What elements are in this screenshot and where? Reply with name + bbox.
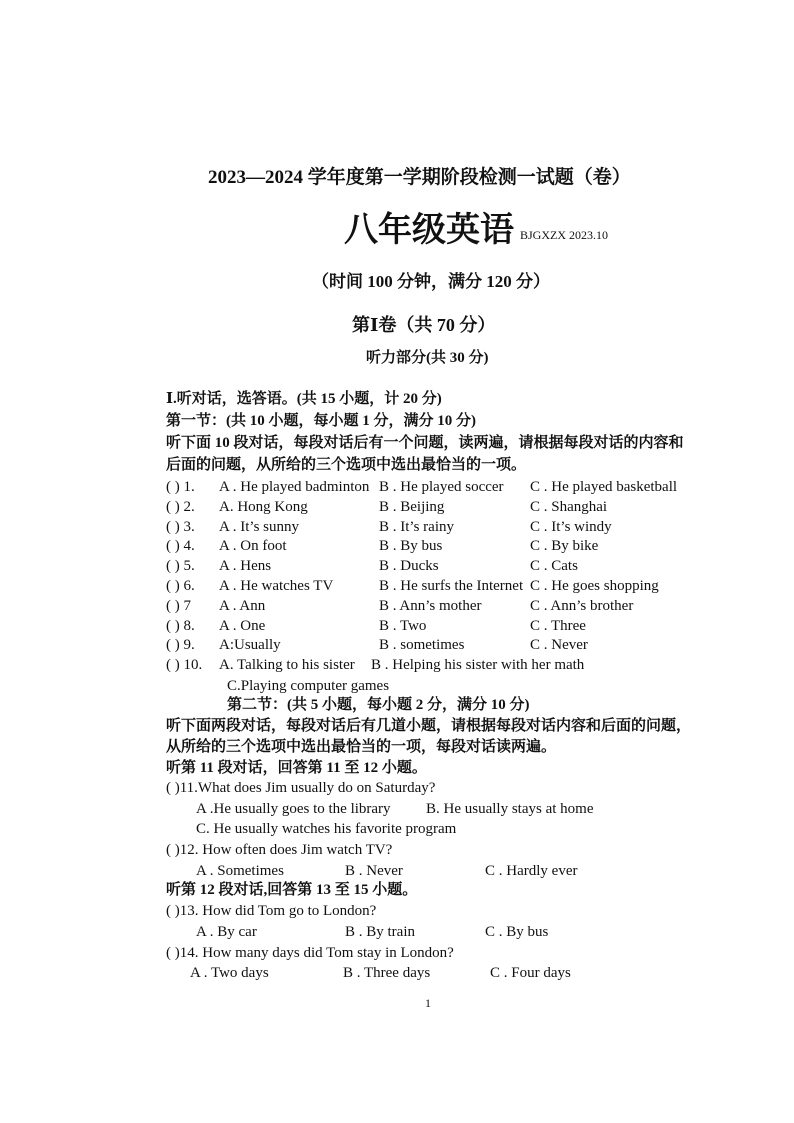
q7-number: ( ) 7 xyxy=(166,598,191,614)
q11-option-a: A .He usually goes to the library xyxy=(196,801,391,817)
q1-option-c: C . He played basketball xyxy=(530,479,678,495)
q10-option-c: C.Playing computer games xyxy=(227,678,390,694)
q8-option-a: A . One xyxy=(219,618,266,634)
q1-option-b: B . He played soccer xyxy=(379,479,504,495)
section2-title: 第二节：(共 5 小题，每小题 2 分，满分 10 分) xyxy=(227,697,530,713)
part1-title: Ⅰ.听对话，选答语。(共 15 小题，计 20 分) xyxy=(166,391,442,407)
q14-option-b: B . Three days xyxy=(343,965,431,981)
q10-number: ( ) 10. xyxy=(166,657,203,673)
q12-option-b: B . Never xyxy=(345,863,403,879)
q8-number: ( ) 8. xyxy=(166,618,195,634)
q10-option-a: A. Talking to his sister xyxy=(219,657,355,673)
q1-number: ( ) 1. xyxy=(166,479,195,495)
section1-instruction-line2: 后面的问题，从所给的三个选项中选出最恰当的一项。 xyxy=(166,457,527,473)
q13-option-a: A . By car xyxy=(196,924,257,940)
q4-option-b: B . By bus xyxy=(379,538,443,554)
subject-title: 八年级英语 xyxy=(344,212,514,249)
q14-question: ( )14. How many days did Tom stay in London? xyxy=(166,945,454,961)
q9-option-a: A:Usually xyxy=(219,637,281,653)
q4-number: ( ) 4. xyxy=(166,538,195,554)
q9-number: ( ) 9. xyxy=(166,637,195,653)
q5-option-b: B . Ducks xyxy=(379,558,439,574)
q14-option-a: A . Two days xyxy=(190,965,269,981)
q9-option-c: C . Never xyxy=(530,637,588,653)
page-number: 1 xyxy=(425,996,431,1010)
q11-question: ( )11.What does Jim usually do on Saturday? xyxy=(166,780,436,796)
q3-option-b: B . It’s rainy xyxy=(379,519,454,535)
q3-option-a: A . It’s sunny xyxy=(219,519,300,535)
q4-option-a: A . On foot xyxy=(219,538,287,554)
q13-question: ( )13. How did Tom go to London? xyxy=(166,903,377,919)
section2-instruction-line2: 从所给的三个选项中选出最恰当的一项，每段对话读两遍。 xyxy=(166,739,557,755)
q6-option-a: A . He watches TV xyxy=(219,578,334,594)
q14-option-c: C . Four days xyxy=(490,965,571,981)
q13-option-c: C . By bus xyxy=(485,924,549,940)
exam-title: 2023—2024 学年度第一学期阶段检测一试题（卷） xyxy=(208,167,631,188)
q3-option-c: C . It’s windy xyxy=(530,519,612,535)
q6-option-c: C . He goes shopping xyxy=(530,578,659,594)
q4-option-c: C . By bike xyxy=(530,538,599,554)
q7-option-b: B . Ann’s mother xyxy=(379,598,482,614)
q13-option-b: B . By train xyxy=(345,924,415,940)
volume-title: 第Ⅰ卷（共 70 分） xyxy=(352,315,496,335)
q1-option-a: A . He played badminton xyxy=(219,479,370,495)
q2-option-a: A. Hong Kong xyxy=(219,499,308,515)
q8-option-b: B . Two xyxy=(379,618,427,634)
listening-title: 听力部分(共 30 分) xyxy=(366,350,489,366)
q12-option-a: A . Sometimes xyxy=(196,863,284,879)
q5-option-c: C . Cats xyxy=(530,558,578,574)
q8-option-c: C . Three xyxy=(530,618,586,634)
exam-code: BJGXZX 2023.10 xyxy=(520,228,609,242)
q2-option-c: C . Shanghai xyxy=(530,499,608,515)
q12-option-c: C . Hardly ever xyxy=(485,863,578,879)
q3-number: ( ) 3. xyxy=(166,519,195,535)
q6-number: ( ) 6. xyxy=(166,578,195,594)
q11-option-b: B. He usually stays at home xyxy=(426,801,594,817)
q9-option-b: B . sometimes xyxy=(379,637,465,653)
time-info: （时间 100 分钟，满分 120 分） xyxy=(312,272,550,291)
section1-instruction-line1: 听下面 10 段对话，每段对话后有一个问题，读两遍，请根据每段对话的内容和 xyxy=(166,435,684,451)
q7-option-c: C . Ann’s brother xyxy=(530,598,634,614)
q2-option-b: B . Beijing xyxy=(379,499,445,515)
q2-number: ( ) 2. xyxy=(166,499,195,515)
section1-title: 第一节：(共 10 小题，每小题 1 分，满分 10 分) xyxy=(166,413,476,429)
dialog12-heading: 听第 12 段对话,回答第 13 至 15 小题。 xyxy=(166,882,418,898)
q7-option-a: A . Ann xyxy=(219,598,266,614)
q5-number: ( ) 5. xyxy=(166,558,195,574)
q12-question: ( )12. How often does Jim watch TV? xyxy=(166,842,393,858)
q11-option-c: C. He usually watches his favorite program xyxy=(196,821,457,837)
q10-option-b: B . Helping his sister with her math xyxy=(371,657,585,673)
q5-option-a: A . Hens xyxy=(219,558,272,574)
q6-option-b: B . He surfs the Internet xyxy=(379,578,524,594)
dialog11-heading: 听第 11 段对话，回答第 11 至 12 小题。 xyxy=(166,760,427,776)
section2-instruction-line1: 听下面两段对话，每段对话后有几道小题，请根据每段对话内容和后面的问题， xyxy=(166,718,692,734)
